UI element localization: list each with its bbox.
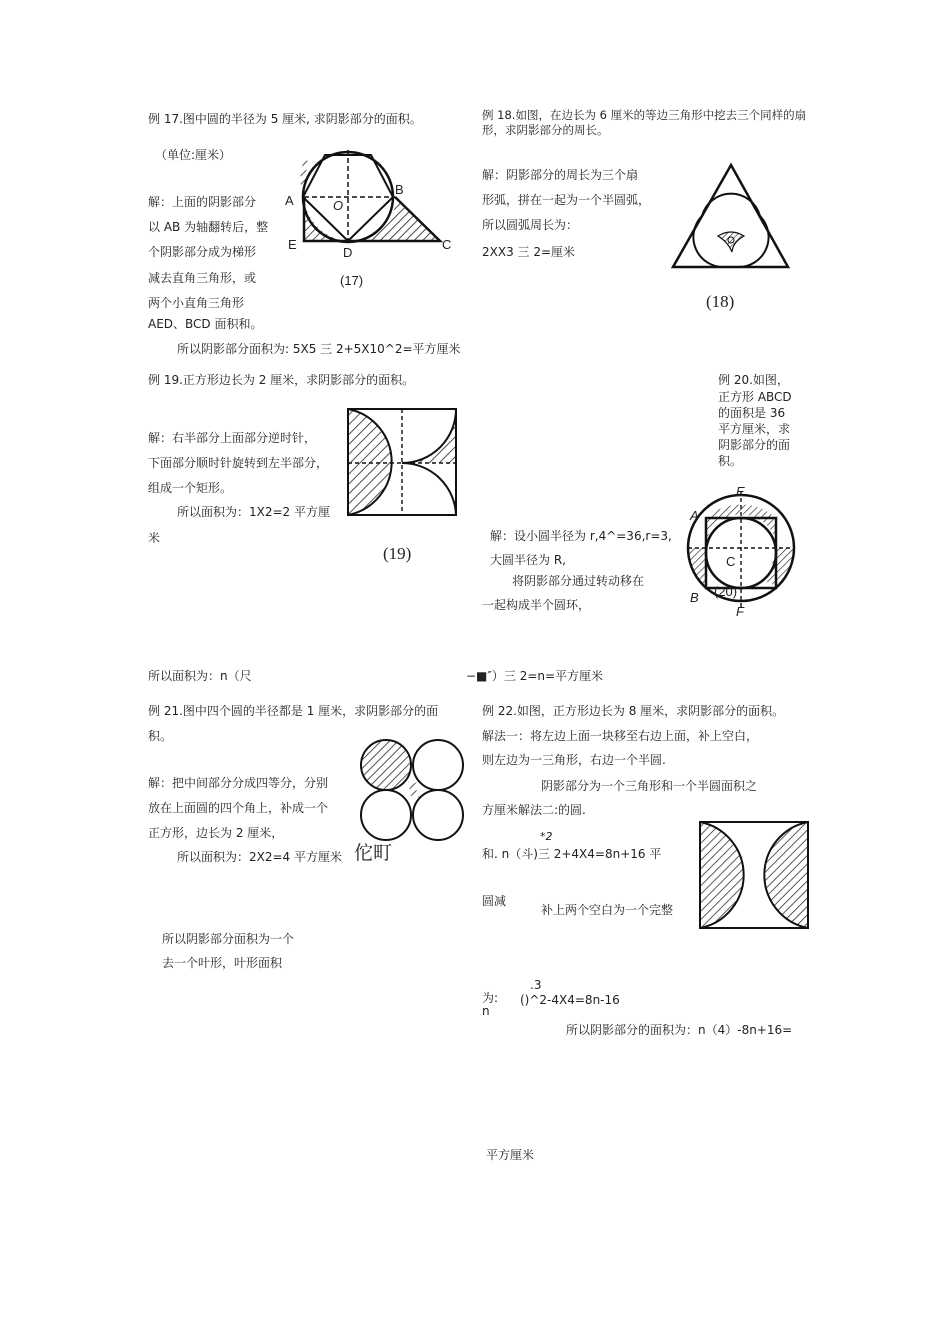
ex19-figure bbox=[346, 407, 459, 517]
ex20-label-f: F bbox=[736, 604, 744, 619]
ex19-sol-3: 组成一个矩形。 bbox=[148, 481, 233, 495]
ex17-label-e: E bbox=[288, 237, 297, 252]
ex17-sol-1: 解：上面的阴影部分 bbox=[148, 195, 257, 209]
ex19-answer-2: 米 bbox=[148, 531, 161, 545]
ex17-label-a: A bbox=[285, 193, 294, 208]
ex22-sup: *2 bbox=[540, 830, 553, 843]
ex17-figure bbox=[280, 145, 460, 295]
ex17-caption: (17) bbox=[340, 273, 364, 288]
ex17-label-d: D bbox=[343, 245, 353, 260]
ex21-figure bbox=[358, 738, 466, 842]
ex22-eq2: ()^2-4X4=8n-16 bbox=[520, 993, 620, 1007]
ex22-leaf-1: 所以阴影部分面积为一个 bbox=[162, 932, 295, 946]
ex17-unit: （单位:厘米） bbox=[155, 148, 232, 162]
ex22-complete: 补上两个空白为一个完整 bbox=[541, 903, 674, 917]
ex18-figure bbox=[670, 160, 792, 272]
ex20-caption: (20) bbox=[714, 584, 738, 599]
ex20-figure bbox=[686, 484, 796, 619]
ex22-m1-3: 阴影部分为一个三角形和一个半圆面积之 bbox=[541, 779, 758, 793]
ex22-n: n bbox=[482, 1004, 490, 1018]
ex17-label-b: B bbox=[395, 182, 404, 197]
ex22-wei: 为: bbox=[482, 991, 499, 1005]
ex20-label-c: C bbox=[726, 554, 736, 569]
ex22-title: 例 22.如图，正方形边长为 8 厘米，求阴影部分的面积。 bbox=[482, 704, 785, 718]
ex17-answer: 所以阴影部分面积为: 5X5 三 2+5X10^2=平方厘米 bbox=[177, 342, 461, 356]
ex22-unit: 平方厘米 bbox=[486, 1148, 535, 1162]
ex20-sol-2: 大圆半径为 R, bbox=[490, 553, 566, 567]
ex22-m1-1: 解法一：将左边上面一块移至右边上面，补上空白， bbox=[482, 729, 759, 743]
ex22-m1-4: 方厘米解法二:的圆. bbox=[482, 803, 586, 817]
ex22-m1-2: 则左边为一三角形，右边一个半圆. bbox=[482, 753, 666, 767]
ex18-sol-2: 形弧，拼在一起为一个半圆弧， bbox=[482, 193, 651, 207]
ex22-n3: .3 bbox=[530, 978, 542, 992]
ex20-title-1: 例 20.如图， bbox=[718, 373, 789, 387]
ex18-sol-3: 所以圆弧周长为： bbox=[482, 218, 579, 232]
ex20-label-a: A bbox=[690, 508, 699, 523]
ex19-sol-1: 解：右半部分上面部分逆时针， bbox=[148, 431, 317, 445]
ex20-sol-4: 一起构成半个圆环， bbox=[482, 598, 591, 612]
ex22-final: 所以阴影部分的面积为：n（4）-8n+16= bbox=[566, 1023, 793, 1037]
ex17-sol-3: 个阴影部分成为梯形 bbox=[148, 245, 257, 259]
ex21-answer: 所以面积为：2X2=4 平方厘米 bbox=[177, 850, 342, 864]
ex21-sol-1: 解：把中间部分分成四等分，分别 bbox=[148, 776, 329, 790]
ex21-stray-text: 佗町 bbox=[354, 842, 393, 864]
ex20-title-5: 阴影部分的面 bbox=[718, 438, 791, 452]
ex19-answer-1: 所以面积为：1X2=2 平方厘 bbox=[177, 505, 330, 519]
ex20-label-e: E bbox=[736, 484, 745, 499]
ex20-title-3: 的面积是 36 bbox=[718, 406, 786, 420]
ex17-sol-5: 两个小直角三角形 bbox=[148, 296, 245, 310]
ex17-title: 例 17.图中圆的半径为 5 厘米, 求阴影部分的面积。 bbox=[148, 112, 422, 126]
ex18-title: 例 18.如图，在边长为 6 厘米的等边三角形中挖去三个同样的扇形，求阴影部分的周长。 bbox=[482, 108, 807, 137]
ex17-label-o: O bbox=[333, 198, 344, 213]
ex21-sol-3: 正方形，边长为 2 厘米， bbox=[148, 826, 284, 840]
ex22-eq1: 和. n（斗)三 2+4X4=8n+16 平 bbox=[482, 847, 662, 861]
ex20-sol-1: 解：设小圆半径为 r,4^=36,r=3, bbox=[490, 529, 672, 543]
ex20-answer-right: −■″）三 2=n=平方厘米 bbox=[466, 669, 604, 683]
ex17-sol-6: AED、BCD 面积和。 bbox=[148, 317, 263, 331]
ex21-title-1: 例 21.图中四个圆的半径都是 1 厘米，求阴影部分的面 bbox=[148, 704, 439, 718]
ex20-sol-3: 将阴影部分通过转动移在 bbox=[512, 574, 645, 588]
ex19-sol-2: 下面部分顺时针旋转到左半部分， bbox=[148, 456, 329, 470]
ex18-caption: (18) bbox=[706, 292, 735, 311]
ex20-title-6: 积。 bbox=[718, 454, 743, 468]
ex20-title-4: 平方厘米，求 bbox=[718, 422, 791, 436]
ex19-title: 例 19.正方形边长为 2 厘米，求阴影部分的面积。 bbox=[148, 373, 415, 387]
ex20-title-2: 正方形 ABCD bbox=[718, 390, 792, 404]
ex19-caption: (19) bbox=[383, 544, 412, 563]
ex20-label-b: B bbox=[690, 590, 699, 605]
ex20-answer-left: 所以面积为：n（尺 bbox=[148, 669, 252, 683]
ex17-label-c: C bbox=[442, 237, 452, 252]
ex21-sol-2: 放在上面圆的四个角上，补成一个 bbox=[148, 801, 329, 815]
ex22-figure bbox=[698, 820, 810, 932]
ex22-circ: 圆减 bbox=[482, 894, 507, 908]
ex22-leaf-2: 去一个叶形，叶形面积 bbox=[162, 956, 283, 970]
ex18-sol-4: 2XX3 三 2=厘米 bbox=[482, 245, 576, 259]
ex17-sol-4: 减去直角三角形，或 bbox=[148, 271, 257, 285]
ex18-sol-1: 解：阴影部分的周长为三个扇 bbox=[482, 168, 639, 182]
ex21-title-2: 积。 bbox=[148, 729, 173, 743]
ex17-sol-2: 以 AB 为轴翻转后，整 bbox=[148, 220, 269, 234]
